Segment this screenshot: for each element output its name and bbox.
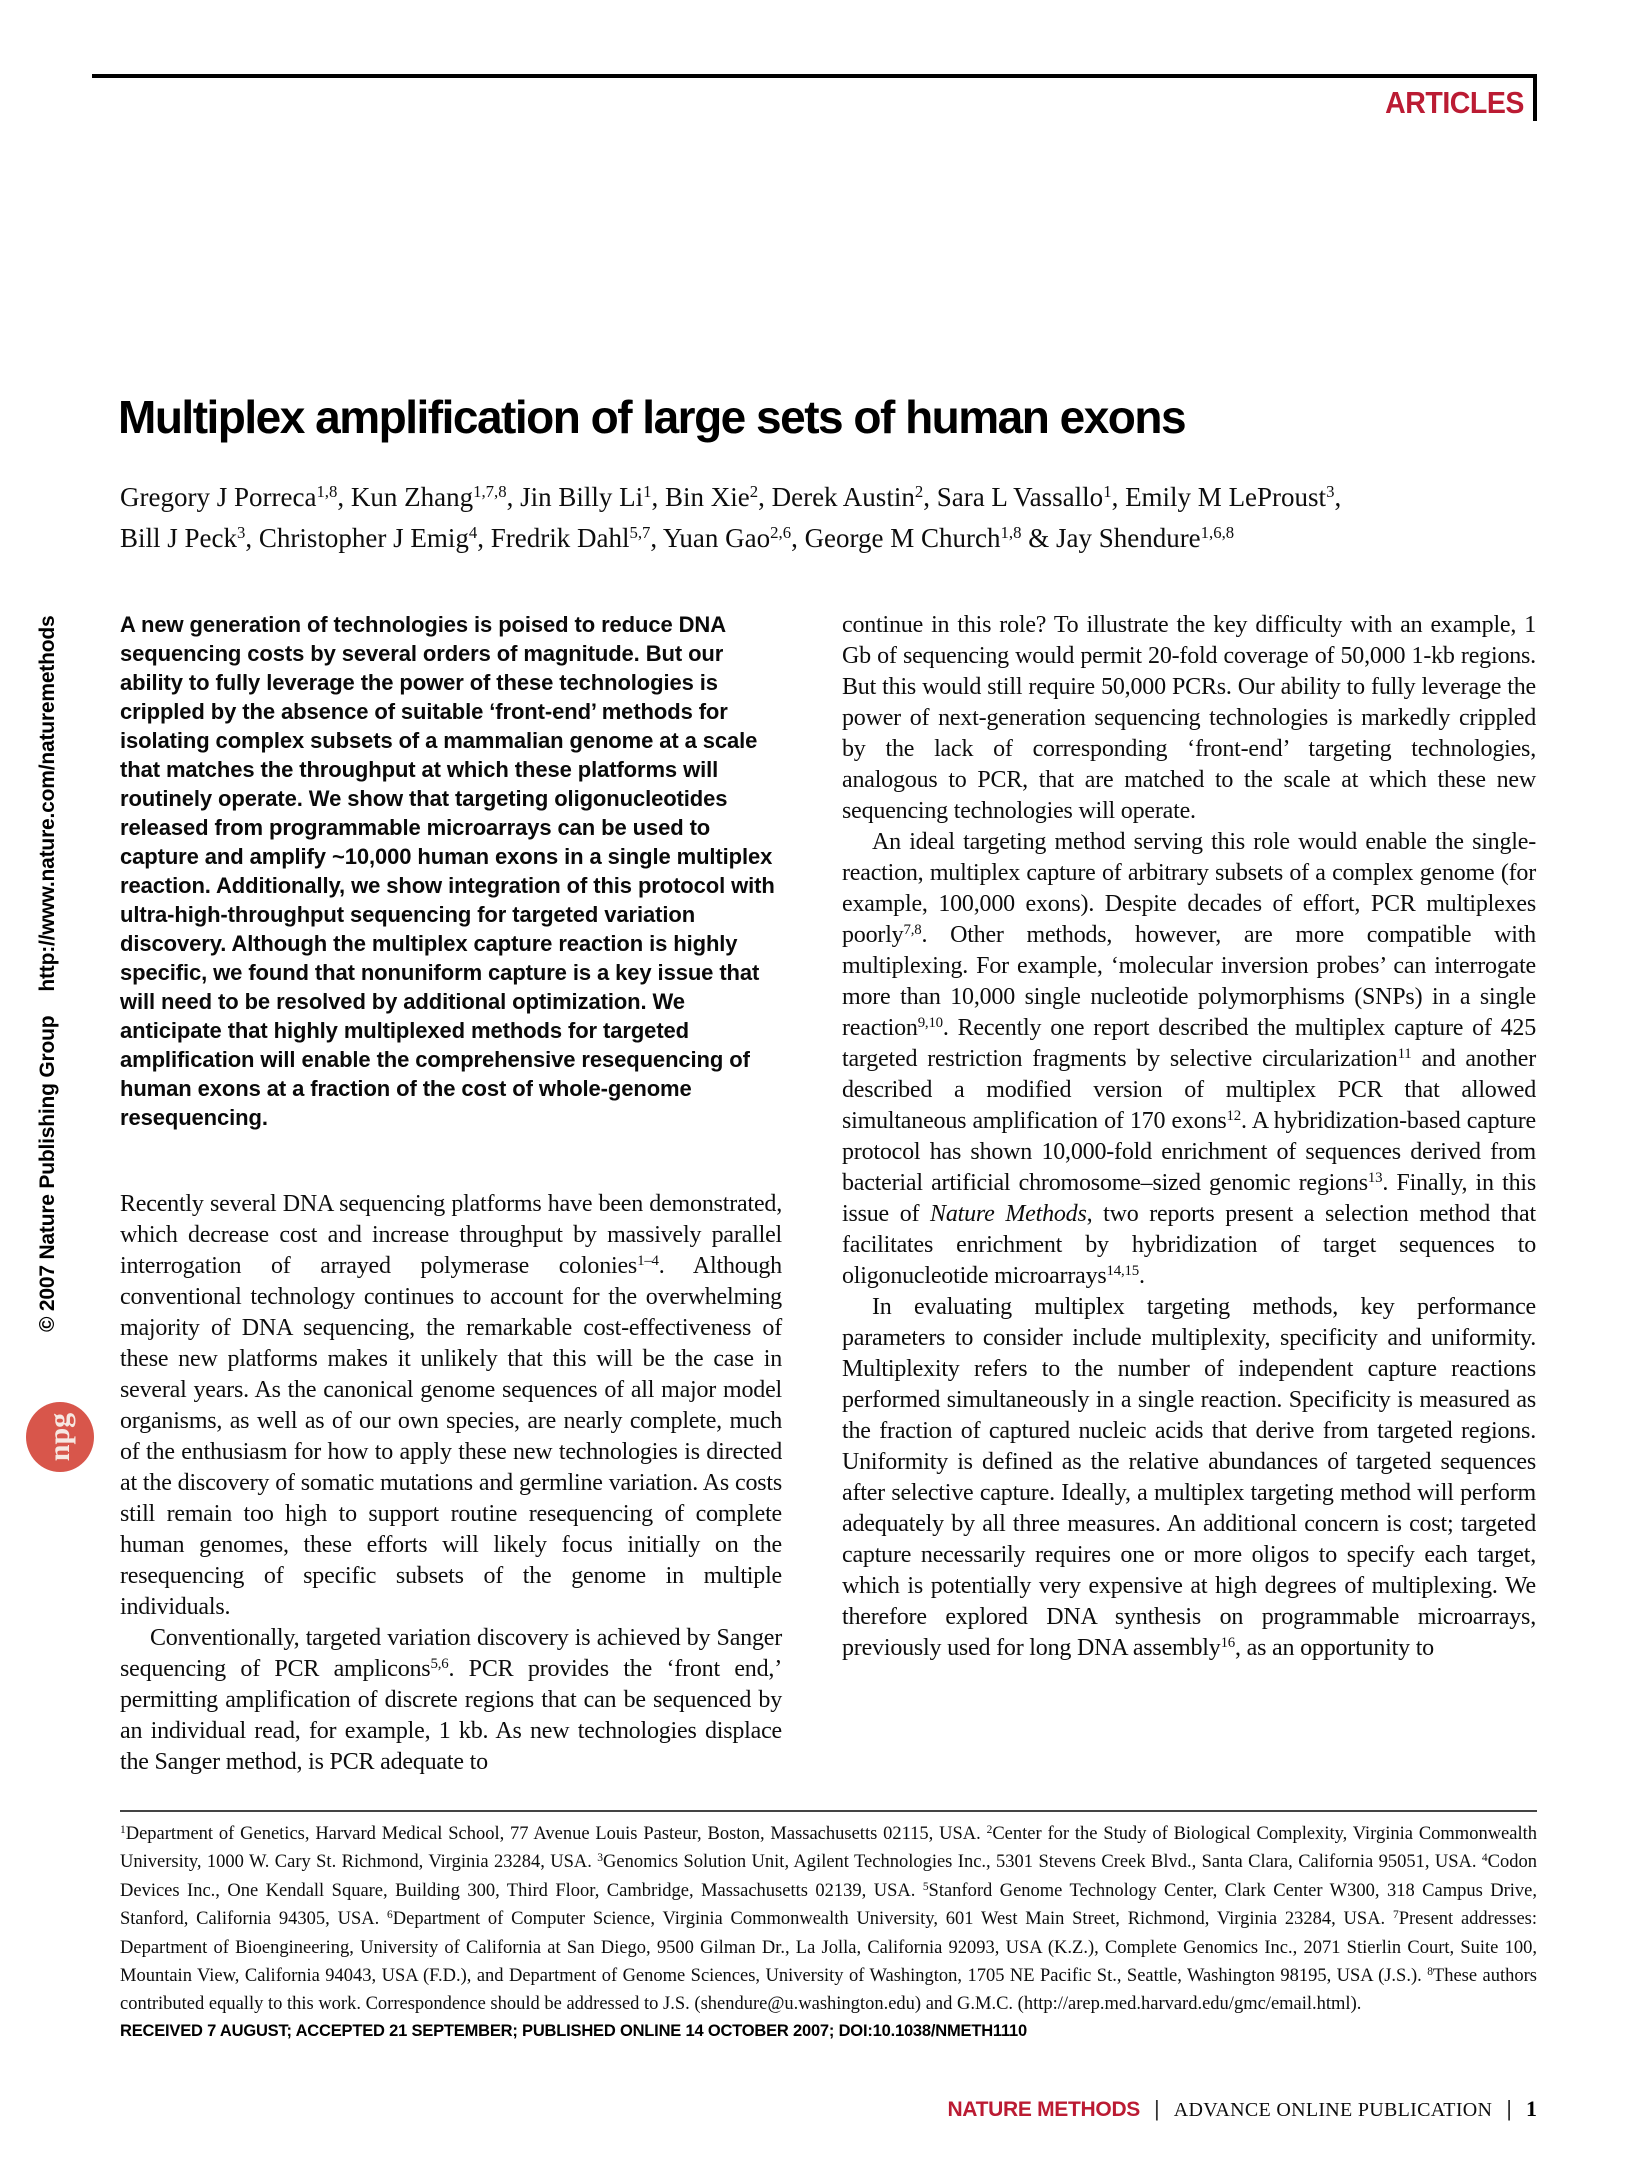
abstract: A new generation of technologies is poised to reduce DNA sequencing costs by several orders of magnitude. But our ability to fully leverage the power of these technologies is crippled by the absence of suitable ‘front-end’ methods for isolating complex subsets of a mammalian genome at a scale that matches the throughput at which these platforms will routinely operate. We show that targeting oligonucleotides released from programmable microarrays can be used to capture and amplify ~10,000 human exons in a single multiplex reaction. Additionally, we show integration of this protocol with ultra-high-throughput sequencing for targeted variation discovery. Although the multiplex capture reaction is highly specific, we found that nonuniform capture is a key issue that will need to be resolved by additional optimization. We anticipate that highly multiplexed methods for targeted amplification will enable the comprehensive resequencing of human exons at a fraction of the cost of whole-genome resequencing. [120,612,775,1130]
copyright-strip [36,616,60,1332]
journal-url: http://www.nature.com/naturemethods [36,615,59,992]
paragraph: An ideal targeting method serving this role would enable the single-reaction, multiplex capture of arbitrary subsets of a complex genome (for example, 100,000 exons). Despite decades of effort, PCR multiplexes poorly$^{7,8}$. Other methods, however, are more compatible with multiplexing. For example, ‘molecular inversion probes’ can interrogate more than 10,000 single nucleotide polymorphisms (SNPs) in a single reaction$^{9,10}$. Recently one report described the multiplex capture of 425 targeted restriction fragments by selective circularization$^{11}$ and another described a modified version of multiplex PCR that allowed simultaneous amplification of 170 exons$^{12}$. A hybridization-based capture protocol has shown 10,000-fold enrichment of sequences derived from bacterial artificial chromosome–sized genomic regions$^{13}$. Finally, in this issue of Nature Methods, two reports present a selection method that facilitates enrichment by hybridization of target sequences to oligonucleotide microarrays$^{14,15}$. [842,829,1536,1289]
author-list [120,477,1540,559]
received-line: RECEIVED 7 AUGUST; ACCEPTED 21 SEPTEMBER; PUBLISHED ONLINE 14 OCTOBER 2007; DOI:10.1038/NMETH1110 [120,2021,1028,2040]
npg-logo-text: npg [43,1412,76,1462]
page-number: 1 [1526,2096,1537,2121]
footnote-divider [120,1810,1537,1812]
left-column [120,610,782,1778]
right-column [842,610,1536,1664]
header-corner-tick [1533,74,1537,121]
footer-separator: | [1154,2096,1160,2121]
author-line-2: Bill J Peck$^3$, Christopher J Emig$^4$, Fredrik Dahl$^{5,7}$, Yuan Gao$^{2,6}$, George M Church$^{1,8}$ & Jay Shendure$^{1,6,8}$ [120,522,1235,553]
article-title: Multiplex amplification of large sets of human exons [118,391,1186,443]
section-label: ARTICLES [1385,85,1524,120]
npg-logo [26,1402,94,1472]
affiliation-footnotes: $^1$Department of Genetics, Harvard Medical School, 77 Avenue Louis Pasteur, Boston, Massachusetts 02115, USA. $^2$Center for the Study of Biological Complexity, Virginia Commonwealth University, 1000 W. Cary St. Richmond, Virginia 23284, USA. $^3$Genomics Solution Unit, Agilent Technologies Inc., 5301 Stevens Creek Blvd., Santa Clara, California 95051, USA. $^4$Codon Devices Inc., One Kendall Square, Building 300, Third Floor, Cambridge, Massachusetts 02139, USA. $^5$Stanford Genome Technology Center, Clark Center W300, 318 Campus Drive, Stanford, California 94305, USA. $^6$Department of Computer Science, Virginia Commonwealth University, 601 West Main Street, Richmond, Virginia 23284, USA. $^7$Present addresses: Department of Bioengineering, University of California at San Diego, 9500 Gilman Dr., La Jolla, California 92093, USA (K.Z.), Complete Genomics Inc., 2071 Stierlin Court, Suite 100, Mountain View, California 94043, USA (F.D.), and Department of Genome Sciences, University of Washington, 1705 NE Pacific St., Seattle, Washington 98195, USA (J.S.). $^8$These authors contributed equally to this work. Correspondence should be addressed to J.S. (shendure@u.washington.edu) and G.M.C. (http://arep.med.harvard.edu/gmc/email.html). [120,1823,1538,2015]
left-column-body [120,1189,782,1778]
paragraph: Recently several DNA sequencing platforms have been demonstrated, which decrease cost and increase throughput by massively parallel interrogation of arrayed polymerase colonies$^{1-4}$. Although conventional technology continues to account for the overwhelming majority of DNA sequencing, the remarkable cost-effectiveness of these new platforms makes it unlikely that this will be the case in several years. As the canonical genome sequences of all major model organisms, as well as of our own species, are nearly complete, much of the enthusiasm for how to apply these new technologies is directed at the discovery of somatic mutations and germline variation. As costs still remain too high to support routine resequencing of complete human genomes, these efforts will likely focus initially on the resequencing of specific subsets of the genome in multiple individuals. [120,1191,782,1620]
copyright-text: © 2007 Nature Publishing Group [36,1015,59,1332]
paragraph: continue in this role? To illustrate the key difficulty with an example, 1 Gb of sequencing would permit 20-fold coverage of 50,000 1-kb regions. But this would still require 50,000 PCRs. Our ability to fully leverage the power of next-generation sequencing technologies is markedly crippled by the lack of corresponding ‘front-end’ targeting technologies, analogous to PCR, that are matched to the scale at which these new sequencing technologies will operate. [842,612,1536,824]
footer-separator: | [1506,2096,1512,2121]
journal-name: NATURE METHODS [947,2098,1141,2121]
paragraph: Conventionally, targeted variation discovery is achieved by Sanger sequencing of PCR amplicons$^{5,6}$. PCR provides the ‘front end,’ permitting amplification of discrete regions that can be sequenced by an individual read, for example, 1 kb. As new technologies displace the Sanger method, is PCR adequate to [120,1625,782,1775]
author-line-1: Gregory J Porreca$^{1,8}$, Kun Zhang$^{1,7,8}$, Jin Billy Li$^1$, Bin Xie$^2$, Derek Austin$^2$, Sara L Vassallo$^1$, Emily M LeProust$^3$, [120,481,1342,512]
paragraph: In evaluating multiplex targeting methods, key performance parameters to consider include multiplexity, specificity and uniformity. Multiplexity refers to the number of independent capture reactions performed simultaneously in a single reaction. Specificity is measured as the fraction of captured nucleic acids that derive from targeted regions. Uniformity is defined as the relative abundances of targeted sequences after selective capture. Ideally, a multiplex targeting method will perform adequately by all three measures. An additional concern is cost; targeted capture necessarily requires one or more oligos to specify each target, which is potentially very expensive at high degrees of multiplexing. We therefore explored DNA synthesis on programmable microarrays, previously used for long DNA assembly$^{16}$, as an opportunity to [842,1294,1536,1661]
publication-status: ADVANCE ONLINE PUBLICATION [1173,2099,1493,2121]
page-footer [120,2096,1537,2122]
header-rule [92,74,1537,78]
